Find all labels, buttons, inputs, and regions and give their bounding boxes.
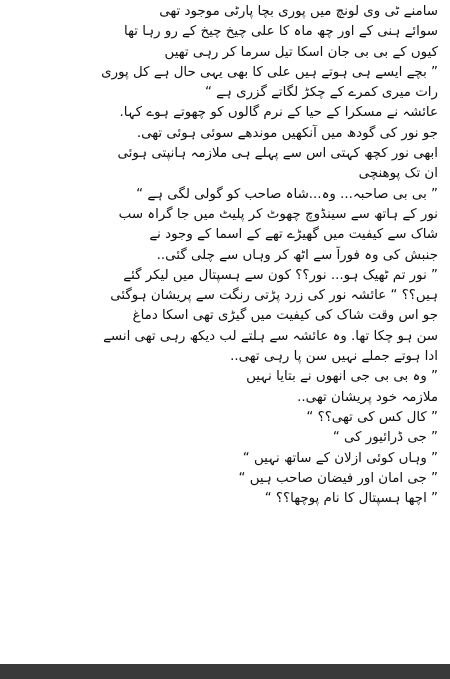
text-line: عائشہ نے مسکرا کے حیا کے نرم گالوں کو چھوتے ہوے کہا. — [119, 105, 438, 121]
urdu-text-body — [12, 2, 438, 509]
text-line: ” اچھا ہسپتال کا نام پوچھا؟؟ “ — [264, 491, 438, 507]
text-line: شاک سے کیفیت میں گھیڑے تھے کے اسما کے وجود نے — [149, 227, 438, 243]
text-line: ابھی نور کچھ کہتی اس سے پہلے ہی ملازمہ ہانپتی ہوئی — [117, 146, 438, 162]
text-line: ” کال کس کی تھی؟؟ “ — [306, 409, 438, 425]
text-line: جو نور کی گودھ میں آنکھیں موندھے سوئی ہوئی تھی. — [136, 125, 438, 141]
text-line: ” وہاں کوئی ازلان کے ساتھ نہیں “ — [242, 450, 438, 466]
text-line: رات میری کمرے کے چکڑ لگاتے گزری ہے “ — [204, 85, 438, 101]
text-line: سوائے ہنی کے اور چھ ماہ کا علی چیخ چیخ کے رو رہا تھا — [123, 24, 438, 40]
text-line: سامنے ٹی وی لونچ میں پوری بچا پارٹی موجود تھی — [159, 4, 438, 19]
text-line: ” جی ڈرائیور کی “ — [332, 430, 438, 446]
text-line: سن ہو چکا تھا. وہ عائشہ سے ہلتے لب دیکھ رہی تھی انسے — [103, 328, 438, 344]
text-line: جو اس وقت شاک کی کیفیت میں گیڑی تھی اسکا دماغ — [132, 308, 438, 324]
text-line: ” نور تم ٹھیک ہو... نور؟؟ کون سے ہسپتال میں لیکر گئے — [123, 267, 438, 283]
bottom-bar — [0, 664, 450, 679]
text-line: ” بی بی صاحبہ... وہ...شاہ صاحب کو گولی لگی ہے “ — [136, 186, 438, 202]
text-line: ملازمہ خود پریشان تھی.. — [297, 389, 438, 405]
text-line: ” بچے ایسے ہی ہوتے ہیں علی کا بھی یہی حال ہے کل پوری — [101, 64, 438, 80]
text-line: ہیں؟؟ “ عائشہ نور کی زرد پڑتی رنگت سے پریشان ہوگئی — [110, 288, 438, 304]
text-line: ” وہ بی بی جی انھوں نے بتایا نہیں — [246, 369, 438, 385]
text-line: ” جی امان اور فیضان صاحب ہیں “ — [238, 470, 438, 486]
text-line: جنبش کی وہ فوراً سے اٹھ کر وہاں سے چلی گئی.. — [156, 247, 438, 263]
text-line: نور کے ہاتھ سے سینڈوچ چھوٹ کر پلیٹ میں جا گراہ سب — [118, 206, 438, 222]
text-line: کیوں کے بی بی جان اسکا تیل سرما کر رہی تھیں — [164, 44, 438, 60]
text-line: ان تک پوھنچی — [358, 166, 438, 182]
text-line: ادا ہوتے جملے نہیں سن پا رہی تھی.. — [230, 349, 438, 365]
